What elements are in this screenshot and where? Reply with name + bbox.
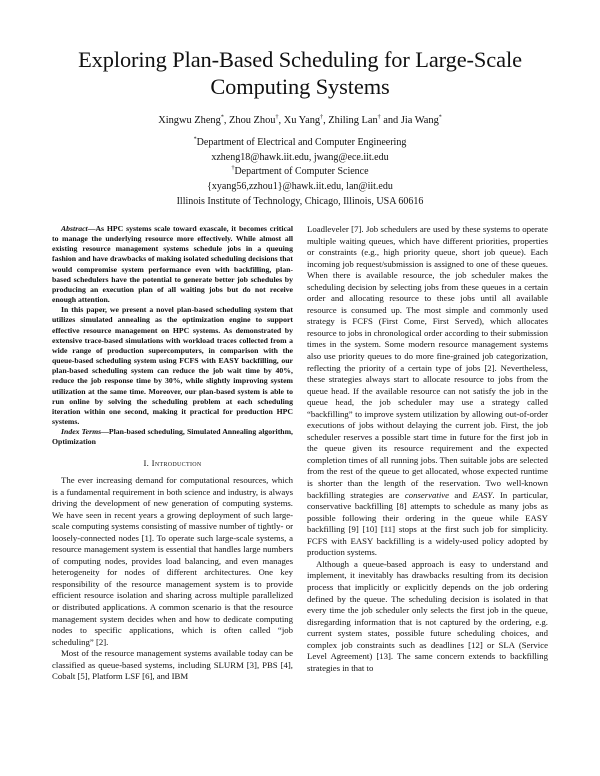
index-terms (52, 427, 293, 447)
abstract-paragraph-2: In this paper, we present a novel plan-based scheduling system that utilizes simulated annealing as the optimization engine to support effective resource management on HPC systems. As demonstrated by extensive trace-based simulations with workload traces collected from a wide range of production supercomputers, in comparison with the queue-based scheduling system using FCFS with EASY backfilling, our plan-based scheduling system can reduce the job wait time by 40%, reduce the job response time by 30%, while slightly improving system utilization at the same time. Moreover, our plan-based system is able to run online by solving the scheduling problem at each scheduling iteration within one second, making it practical for production HPC systems. (52, 305, 293, 426)
author-separator: , (323, 115, 329, 126)
author-mark: † (377, 114, 381, 121)
abstract-label: Abstract (61, 224, 88, 233)
index-terms-text: —Plan-based scheduling, Simulated Annealing algorithm, Optimization (52, 427, 293, 447)
intro-paragraph-3-text: Loadleveler [7]. Job schedulers are used by these systems to operate multiple waiting queues, which have different priorities, properties or constraints (e.g., high priority queue, short job queue). Each incoming job request/submission is assigned to one of these queues. When there is available resource, the job scheduler makes the scheduling decision by selecting jobs from these queues in a certain order and allocating resource to these jobs until all available resource is consumed up. The most simple and commonly used strategy is FCFS (First Come, First Served), which allocates resource to jobs in chronological order according to their submission times in the system. Some modern resource management systems also use priority queues to do more fine-grained job categorization, reflecting the priority of a certain type of jobs [2]. Nevertheless, these strategies always start to allocate resource to jobs from the queue head. If the available resource can not satisfy the job in the queue head, the job scheduler may use a strategy called “backfilling” to improve system utilization by allowing out-of-order executions of jobs without delaying the current job. First, the job scheduler reserves a possible start time in future for the first job in the queue given its resource requirement and the expected completion times of all running jobs. Then suitable jobs are selected from the rest of the queue to get allocated, whose expected runtime is shorter than the length of the reservation. Two well-known backfilling strategies are (307, 224, 548, 500)
intro-left-body (52, 475, 293, 683)
term-conservative: conservative (404, 489, 450, 500)
right-column (307, 224, 548, 674)
affiliation-mark: * (193, 136, 197, 143)
intro-paragraph-3-rest: . In particular, conservative backfilling [8] attempts to schedule as many jobs as possible following their ordering in the queue while EASY backfilling [9] [10] [11] stops at the first such job for simplicity. FCFS with EASY backfilling is a widely-used policy adopted by production systems. (307, 489, 549, 558)
abstract-text-1: —As HPC systems scale toward exascale, it becomes critical to manage the underlying resource more effectively. While almost all existing resource management systems schedule jobs in a queuing fashion and have drawbacks of making isolated scheduling decisions that would compromise system performance even with backfilling, plan-based schedulers have the potential to generate better job schedules by producing an execution plan of all waiting jobs but do not receive enough attention. (52, 224, 293, 305)
section-heading-introduction (52, 458, 293, 470)
author-mark: * (438, 114, 442, 121)
paper-title: Exploring Plan-Based Scheduling for Large-Scale Computing Systems (78, 47, 522, 99)
author-name: Xingwu Zheng (158, 115, 221, 126)
conjunction: and (449, 489, 473, 500)
intro-paragraph-4: Although a queue-based approach is easy to understand and implement, it inevitably has drawbacks resulting from its decision process that implicitly or explicitly depends on the job ordering defined by the queue. The scheduling decision is isolated in that every time the job scheduler only selects the first job in the queue, disregarding information that is not captured by the ordering, e.g. current system states, possible future scheduling choices, and complex job constraints such as deadlines [12] or SLA (Service Level Agreement) [13]. The same concern extends to backfilling strategies in that to (307, 558, 548, 673)
affiliation-institute: Illinois Institute of Technology, Chicago, Illinois, USA 60616 (176, 195, 424, 207)
affiliations (40, 136, 560, 210)
author-name: Xu Yang (283, 115, 321, 126)
intro-paragraph-3 (307, 224, 548, 559)
affiliation-mark: † (231, 166, 235, 173)
affiliation-ece (40, 136, 560, 151)
section-title: Introduction (151, 458, 202, 469)
affiliation-cs-text: Department of Computer Science (234, 166, 369, 178)
author-mark: * (220, 114, 224, 121)
abstract (52, 224, 293, 447)
author-mark: † (320, 114, 324, 121)
author-name: Zhiling Lan (328, 115, 378, 126)
author-list (40, 114, 560, 127)
intro-paragraph-1: The ever increasing demand for computational resources, which is a fundamental requirement in both science and industry, is always driving the development of new generation of computing systems. We have seen in recent years a growing deployment of such large-scale computing systems consisting of massive number of tightly- or loosely-connected nodes [1]. To operate such large-scale systems, a resource management system is essential that handles large numbers of computing nodes, provides load balancing, and even manages heterogeneity for nodes of different architectures. One key responsibility of the resource management system is to provide efficient resource isolation and sharing across multiple parallelized or distributed applications. A common scenario is that the resource management system decides when and how to dedicate computing nodes to specific applications, which is often called “job scheduling” [2]. (52, 474, 293, 647)
left-column (52, 224, 293, 683)
author-separator: and (380, 115, 401, 126)
abstract-paragraph-1 (52, 224, 293, 305)
affiliation-ece-text: Department of Electrical and Computer Engineering (196, 137, 407, 148)
author-name: Zhou Zhou (229, 115, 276, 126)
author-separator: , (278, 115, 284, 126)
author-name: Jia Wang (400, 115, 439, 126)
index-terms-label: Index Terms (61, 427, 102, 437)
affiliation-cs (40, 165, 560, 180)
term-easy: EASY (472, 489, 493, 500)
author-mark: † (275, 114, 279, 121)
section-number: I. (143, 458, 150, 469)
intro-paragraph-2: Most of the resource management systems available today can be classified as queue-based systems, including SLURM [3], PBS [4], Cobalt [5], Platform LSF [6], and IBM (52, 648, 293, 682)
affiliation-cs-emails: {xyang56,zzhou1}@hawk.iit.edu, lan@iit.edu (207, 181, 393, 193)
affiliation-ece-emails: xzheng18@hawk.iit.edu, jwang@ece.iit.edu (211, 151, 389, 163)
author-separator: , (223, 115, 230, 126)
